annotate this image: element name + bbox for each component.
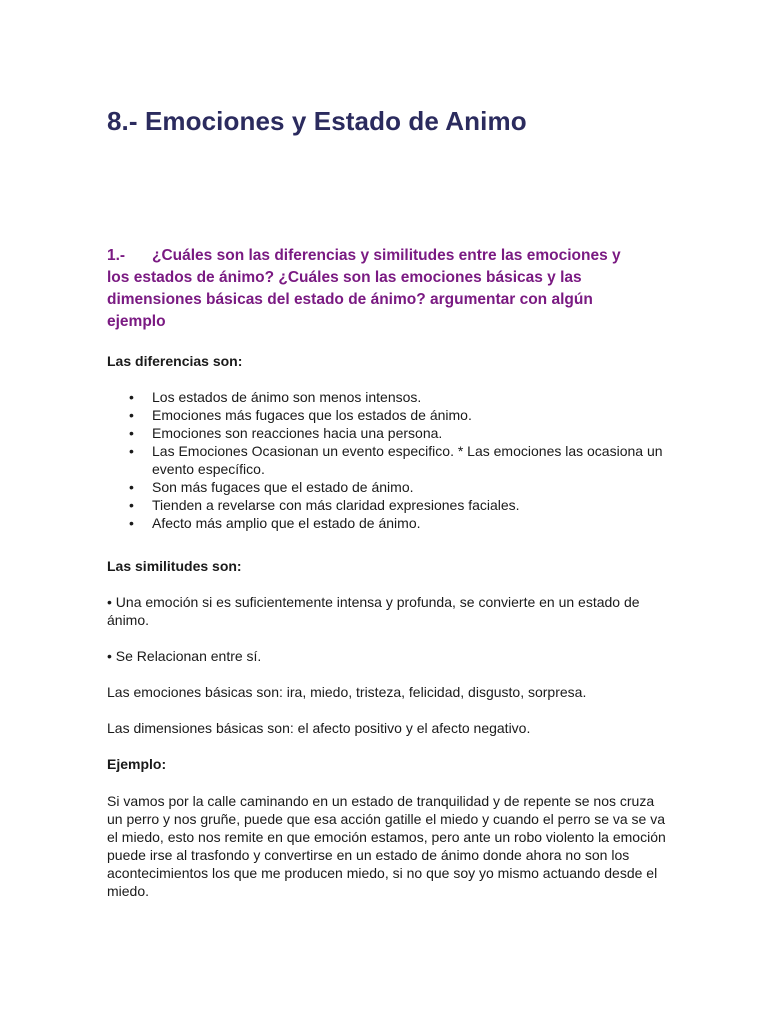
list-item: • Las Emociones Ocasionan un evento especifico. * Las emociones las ocasiona un evento específico. bbox=[129, 443, 663, 477]
similarities-heading: Las similitudes son: bbox=[107, 558, 242, 574]
differences-heading: Las diferencias son: bbox=[107, 353, 243, 369]
bullet-icon: • bbox=[129, 497, 134, 513]
bullet-icon: • bbox=[129, 515, 134, 531]
list-item: • Son más fugaces que el estado de ánimo. bbox=[129, 479, 414, 495]
question-number: 1.- bbox=[107, 247, 126, 264]
basic-dimensions-paragraph: Las dimensiones básicas son: el afecto positivo y el afecto negativo. bbox=[107, 720, 531, 736]
basic-emotions-paragraph: Las emociones básicas son: ira, miedo, tristeza, felicidad, disgusto, sorpresa. bbox=[107, 684, 587, 700]
bullet-icon: • bbox=[129, 389, 134, 405]
bullet-icon: • bbox=[129, 425, 134, 441]
question-1 bbox=[107, 245, 647, 333]
list-item: • Los estados de ánimo son menos intensos. bbox=[129, 389, 422, 405]
example-paragraph: Si vamos por la calle caminando en un estado de tranquilidad y de repente se nos cruza un perro y nos gruñe, puede que esa acción gatille el miedo y cuando el perro se va se va el miedo, esto nos remite en que emoción estamos, pero ante un robo violento la emoción puede irse al trasfondo y convertirse en un estado de ánimo donde ahora no son los acontecimientos los que me producen miedo, si no que soy yo mismo actuando desde el miedo. bbox=[107, 793, 666, 899]
differences-list bbox=[107, 388, 667, 532]
list-item: • Emociones son reacciones hacia una persona. bbox=[129, 425, 443, 441]
similarities-paragraph-2: • Se Relacionan entre sí. bbox=[107, 648, 262, 664]
question-text: ¿Cuáles son las diferencias y similitudes entre las emociones y los estados de ánimo? ¿Cuáles son las emociones básicas y las dimensiones básicas del estado de ánimo? argumentar con algún ejemplo bbox=[107, 247, 621, 330]
bullet-icon: • bbox=[129, 443, 134, 459]
similarities-paragraph-1: • Una emoción si es suficientemente intensa y profunda, se convierte en un estado de ánimo. bbox=[107, 594, 640, 628]
page-title: 8.- Emociones y Estado de Animo bbox=[107, 106, 527, 136]
list-item: • Tienden a revelarse con más claridad expresiones faciales. bbox=[129, 497, 520, 513]
bullet-icon: • bbox=[129, 407, 134, 423]
list-item: • Afecto más amplio que el estado de ánimo. bbox=[129, 515, 421, 531]
example-heading: Ejemplo: bbox=[107, 756, 167, 772]
bullet-icon: • bbox=[129, 479, 134, 495]
list-item: • Emociones más fugaces que los estados de ánimo. bbox=[129, 407, 472, 423]
